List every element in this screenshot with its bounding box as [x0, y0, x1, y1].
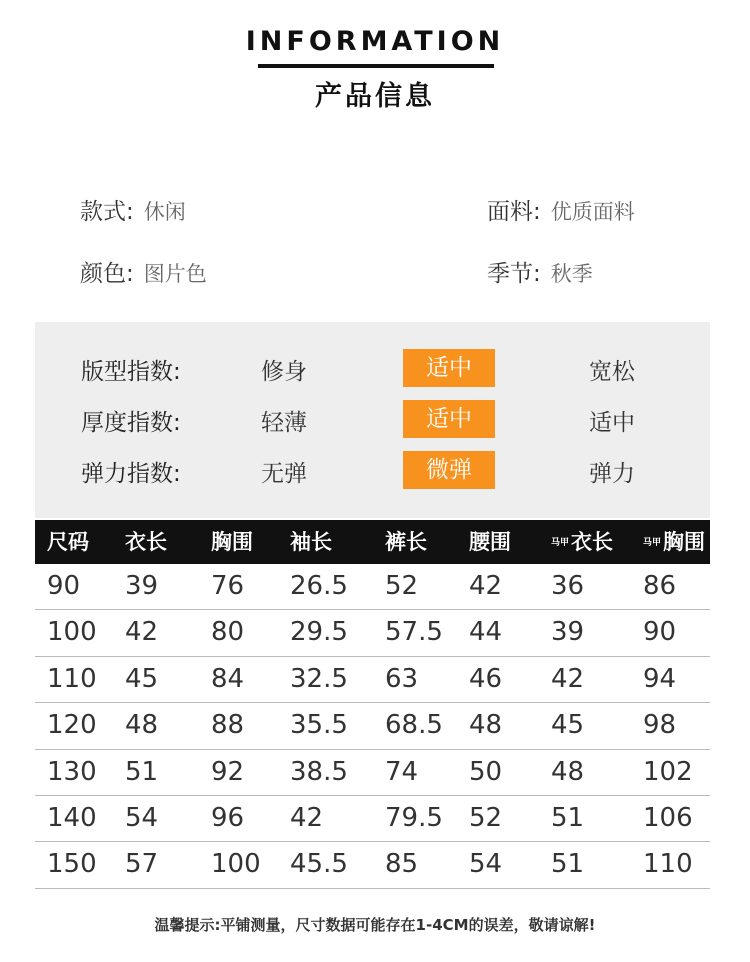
column-header-label: 尺码 — [47, 530, 89, 554]
table-cell: 110 — [47, 663, 97, 694]
table-cell: 48 — [551, 756, 585, 787]
column-header — [551, 520, 613, 564]
table-cell: 102 — [643, 756, 693, 787]
table-cell: 46 — [469, 663, 503, 694]
index-option: 弹力 — [589, 461, 635, 487]
header-title-en: INFORMATION — [245, 26, 505, 57]
table-cell: 68.5 — [385, 710, 443, 741]
table-cell: 35.5 — [290, 710, 348, 741]
table-cell: 84 — [211, 663, 245, 694]
table-cell: 54 — [469, 849, 503, 880]
attr-fabric-value: 优质面料 — [550, 200, 635, 224]
table-cell: 52 — [469, 802, 503, 833]
table-row — [35, 842, 710, 888]
column-header-prefix: 马甲 — [643, 538, 662, 548]
table-cell: 51 — [551, 802, 585, 833]
table-cell: 54 — [125, 802, 159, 833]
table-cell: 32.5 — [290, 663, 348, 694]
index-label: 版型指数: — [81, 359, 181, 385]
table-cell: 39 — [125, 571, 159, 601]
index-row-fit — [35, 348, 710, 388]
table-cell: 98 — [643, 710, 677, 741]
table-cell: 140 — [47, 802, 97, 833]
attr-color-value: 图片色 — [143, 262, 207, 286]
table-cell: 45 — [125, 663, 159, 694]
index-option: 无弹 — [261, 461, 307, 487]
table-cell: 92 — [211, 756, 245, 787]
column-header — [47, 520, 89, 564]
table-row — [35, 564, 710, 610]
table-cell: 57 — [125, 849, 159, 880]
table-cell: 50 — [469, 756, 503, 787]
attr-color-label: 颜色: — [80, 261, 134, 287]
column-header-label: 衣长 — [125, 530, 167, 554]
attr-style-label: 款式: — [80, 199, 134, 225]
table-cell: 106 — [643, 802, 693, 833]
table-cell: 51 — [125, 756, 159, 787]
table-cell: 52 — [385, 571, 419, 601]
index-label: 弹力指数: — [81, 461, 181, 487]
footnote: 温馨提示:平铺测量，尺寸数据可能存在1-4CM的误差，敬请谅解! — [154, 916, 596, 934]
table-cell: 48 — [469, 710, 503, 741]
table-cell: 88 — [211, 710, 245, 741]
attr-season-value: 秋季 — [550, 262, 593, 286]
index-label: 厚度指数: — [81, 410, 181, 436]
size-table-header — [35, 520, 710, 564]
index-option: 适中 — [589, 410, 635, 436]
column-header — [385, 520, 427, 564]
index-row-thickness — [35, 399, 710, 439]
column-header — [211, 520, 253, 564]
table-cell: 45 — [551, 710, 585, 741]
table-cell: 96 — [211, 802, 245, 833]
column-header — [469, 520, 511, 564]
table-cell: 38.5 — [290, 756, 348, 787]
table-cell: 39 — [551, 617, 585, 648]
column-header-label: 袖长 — [290, 530, 332, 554]
column-header-prefix: 马甲 — [551, 538, 570, 548]
table-row — [35, 610, 710, 656]
table-cell: 51 — [551, 849, 585, 880]
column-header-label: 衣长 — [571, 530, 614, 554]
header-underline — [258, 64, 494, 68]
size-table — [35, 520, 710, 889]
table-cell: 76 — [211, 571, 245, 601]
table-cell: 44 — [469, 617, 503, 648]
table-cell: 26.5 — [290, 571, 348, 601]
index-option: 修身 — [261, 359, 307, 385]
table-cell: 45.5 — [290, 849, 348, 880]
table-cell: 90 — [47, 571, 81, 601]
header-title-cn: 产品信息 — [315, 81, 435, 112]
size-table-body — [35, 564, 710, 889]
column-header — [290, 520, 332, 564]
attr-fabric — [487, 193, 635, 226]
table-cell: 36 — [551, 571, 585, 601]
table-cell: 100 — [211, 849, 261, 880]
table-cell: 90 — [643, 617, 677, 648]
table-cell: 85 — [385, 849, 419, 880]
table-row — [35, 703, 710, 749]
table-row — [35, 750, 710, 796]
index-option: 轻薄 — [261, 410, 307, 436]
table-cell: 100 — [47, 617, 97, 648]
column-header — [643, 520, 705, 564]
table-row — [35, 796, 710, 842]
column-header-label: 胸围 — [663, 530, 706, 554]
index-option: 宽松 — [589, 359, 635, 385]
attr-season-label: 季节: — [487, 261, 541, 287]
table-cell: 29.5 — [290, 617, 348, 648]
table-cell: 63 — [385, 663, 419, 694]
index-option-selected: 适中 — [403, 349, 495, 387]
attr-style-value: 休闲 — [143, 200, 186, 224]
table-cell: 74 — [385, 756, 419, 787]
column-header-label: 胸围 — [211, 530, 253, 554]
attr-fabric-label: 面料: — [487, 199, 541, 225]
table-cell: 42 — [469, 571, 503, 601]
attr-color — [80, 255, 207, 288]
table-cell: 42 — [551, 663, 585, 694]
table-cell: 48 — [125, 710, 159, 741]
table-cell: 110 — [643, 849, 693, 880]
table-cell: 42 — [290, 802, 324, 833]
table-cell: 79.5 — [385, 802, 443, 833]
attr-season — [487, 255, 593, 288]
index-panel — [35, 322, 710, 518]
column-header-label: 裤长 — [385, 530, 427, 554]
index-option-selected: 适中 — [403, 400, 495, 438]
table-cell: 130 — [47, 756, 97, 787]
index-row-elasticity — [35, 450, 710, 490]
table-cell: 57.5 — [385, 617, 443, 648]
table-cell: 42 — [125, 617, 159, 648]
index-option-selected: 微弹 — [403, 451, 495, 489]
attr-style — [80, 193, 186, 226]
column-header-label: 腰围 — [469, 530, 511, 554]
column-header — [125, 520, 167, 564]
table-cell: 94 — [643, 663, 677, 694]
table-cell: 120 — [47, 710, 97, 741]
table-cell: 86 — [643, 571, 677, 601]
table-cell: 150 — [47, 849, 97, 880]
table-row — [35, 657, 710, 703]
table-cell: 80 — [211, 617, 245, 648]
